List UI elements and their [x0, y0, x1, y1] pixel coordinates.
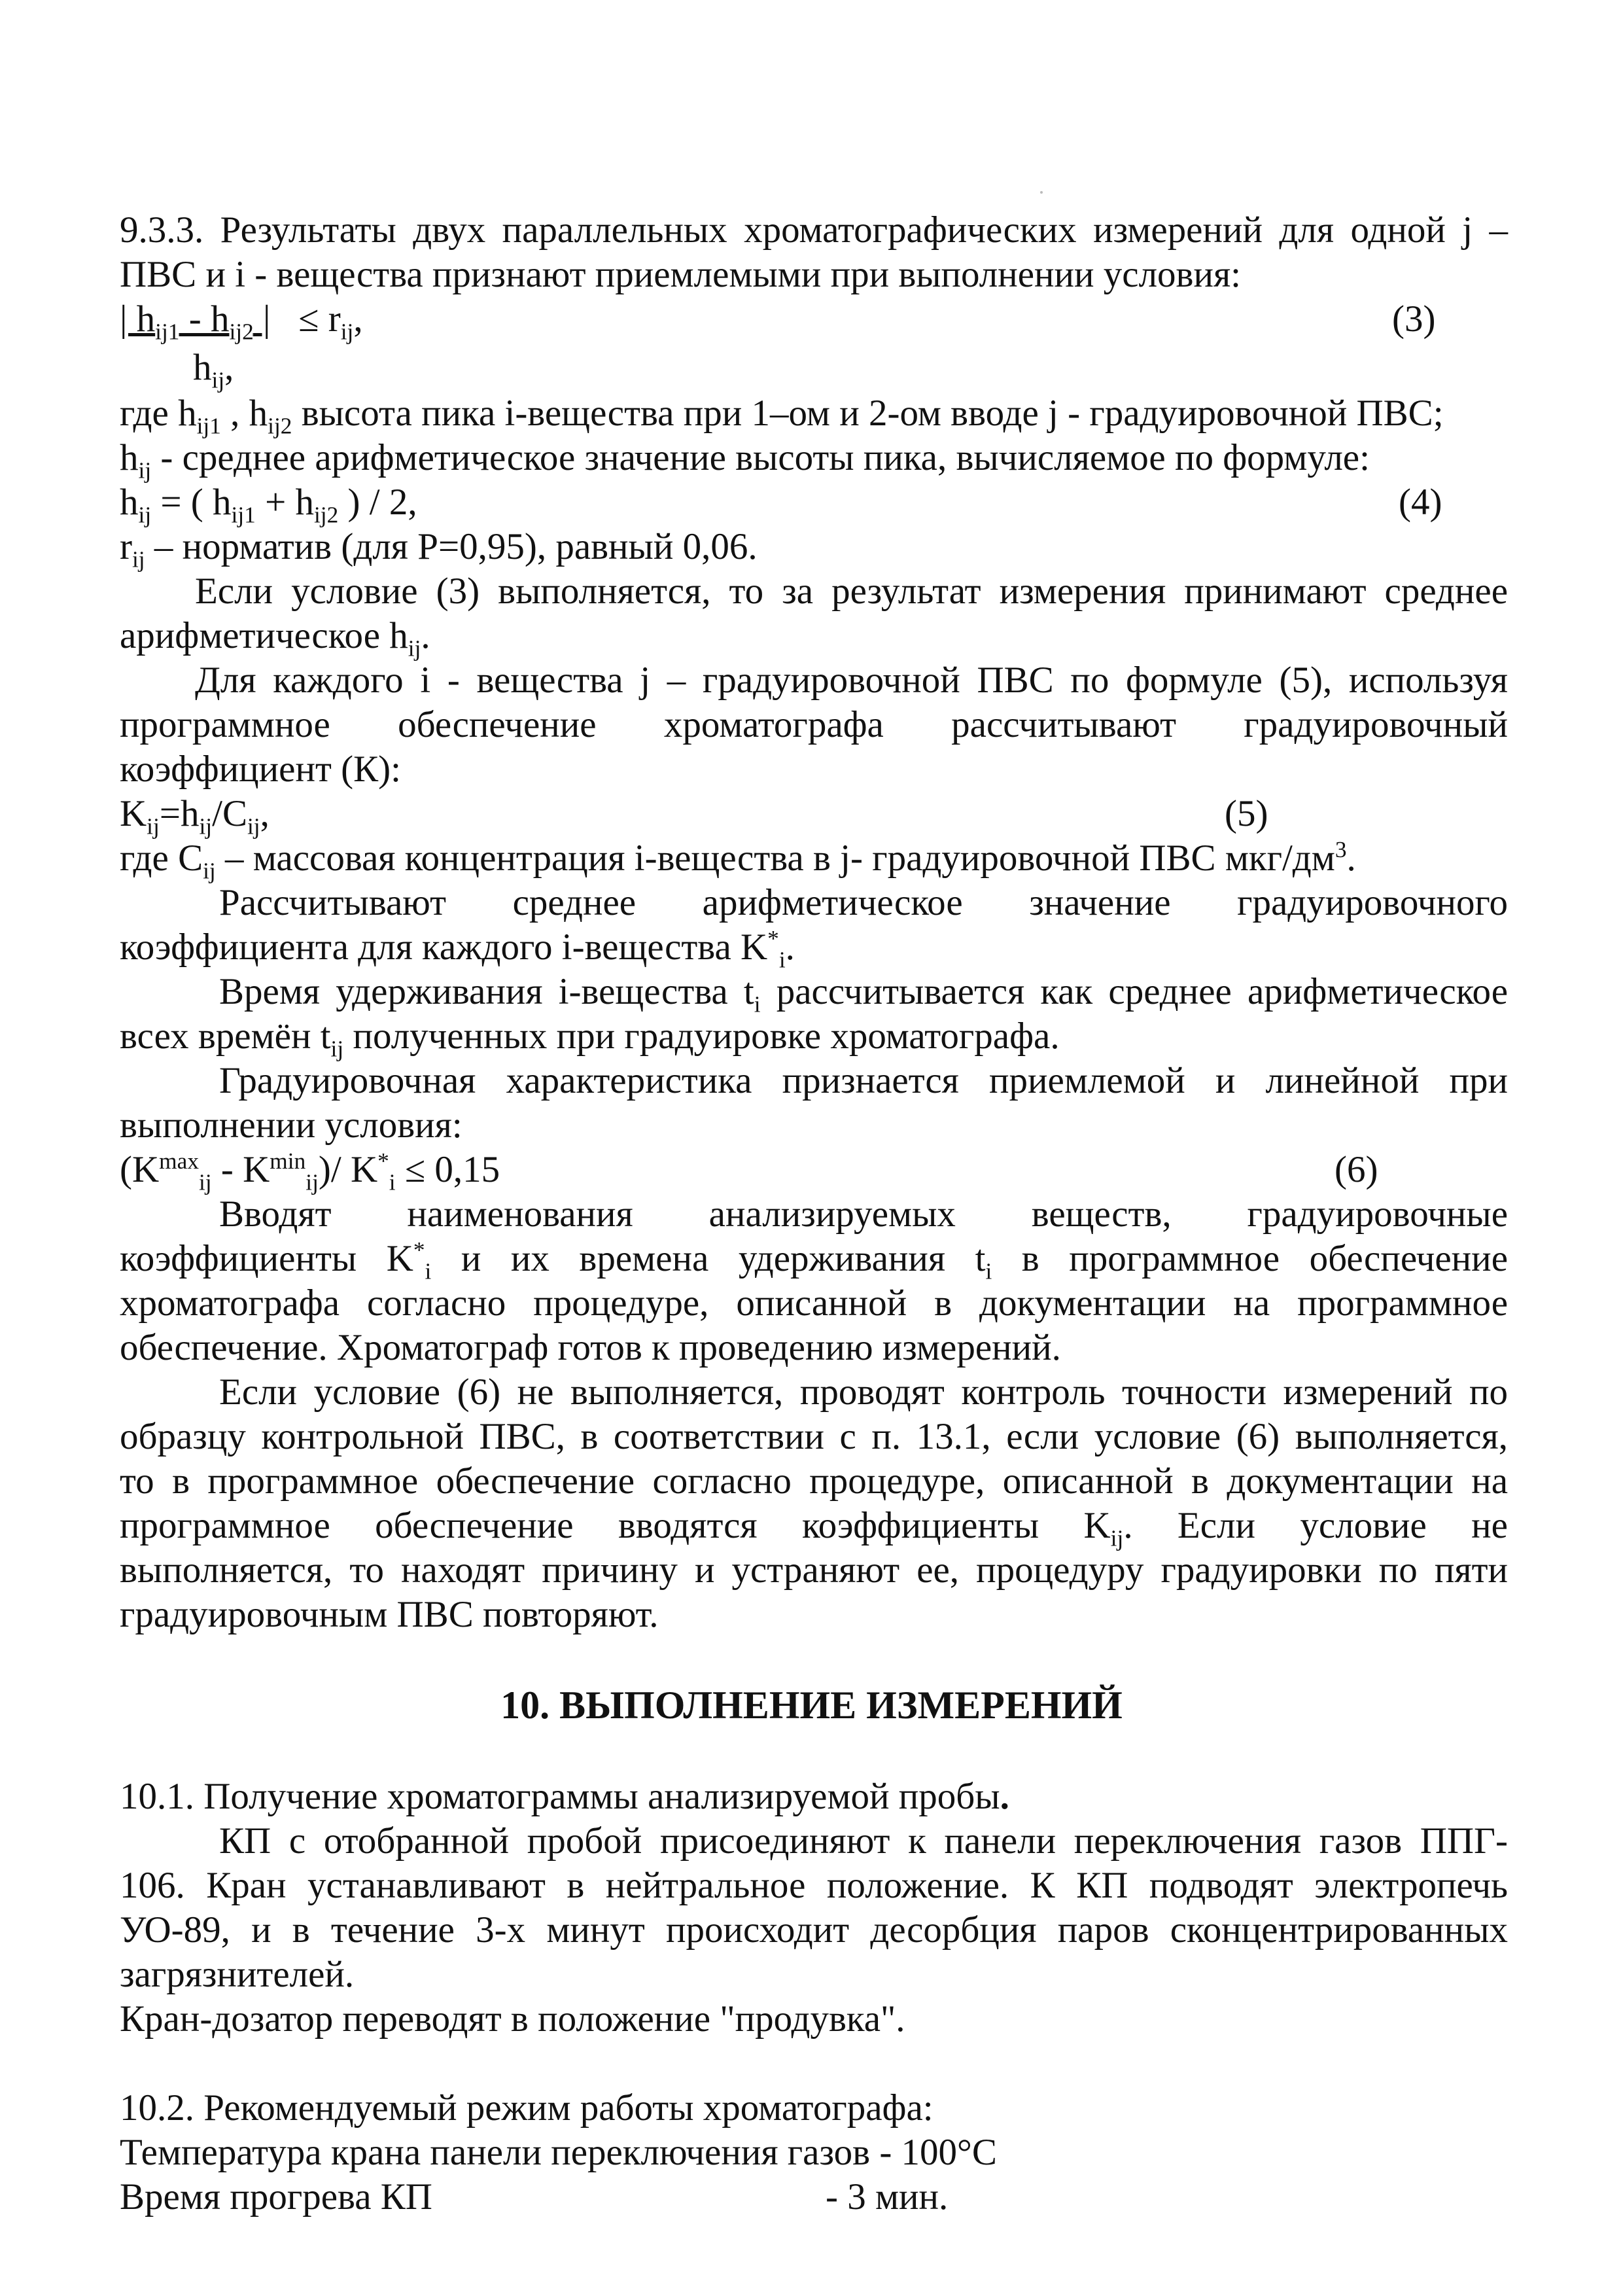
if-line-6: градуировочным ПВС повторяют.: [120, 1594, 659, 1635]
condition-line-1: Если условие (3) выполняется, то за результат измерения принимают среднее: [195, 571, 1508, 612]
condition-line-2: арифметическое $h_{ij}$.: [120, 615, 430, 662]
subsection-10-2: 10.2. Рекомендуемый режим работы хроматографа:: [120, 2087, 934, 2128]
enter-line-1: Вводят наименования анализируемых веществ, градуировочные: [219, 1193, 1508, 1235]
each-line-3: коэффициент (К):: [120, 749, 401, 790]
equation-number-3: (3): [1392, 298, 1436, 340]
enter-line-2: коэффициенты $K^*_i$ и их времена удерживания $t_i$ в программное обеспечение: [120, 1237, 1508, 1284]
where-line-1: где $h_{ij1}$ , $h_{ij2}$ высота пика i-вещества при 1–ом и 2-ом вводе j - градуировочной ПВС;: [120, 393, 1444, 439]
equation-number-6: (6): [1335, 1149, 1378, 1190]
if-line-3: то в программное обеспечение согласно процедуре, описанной в документации на: [120, 1460, 1508, 1502]
retention-line-2: всех времён $t_{ij}$ полученных при градуировке хроматографа.: [120, 1016, 1060, 1062]
kp-line-4: загрязнителей.: [120, 1954, 355, 1995]
temperature-line: Температура крана панели переключения газов - 100°С: [120, 2132, 997, 2173]
characteristic-line-1: Градуировочная характеристика признается приемлемой и линейной при: [219, 1060, 1508, 1101]
warmup-value: - 3 мин.: [826, 2176, 949, 2217]
retention-line-1: Время удерживания i-вещества $t_i$ рассчитывается как среднее арифметическое: [219, 971, 1509, 1017]
where-line-2: $h_{ij}$ - среднее арифметическое значение высоты пика, вычисляемое по формуле:: [120, 437, 1370, 484]
each-line-2: программное обеспечение хроматографа рассчитывают градуировочный: [120, 704, 1508, 745]
subsection-10-1: 10.1. Получение хроматограммы анализируемой пробы.: [120, 1776, 1009, 1817]
characteristic-line-2: выполнении условия:: [120, 1104, 462, 1146]
sec933-line1: 9.3.3. Результаты двух параллельных хроматографических измерений для одной j –: [120, 209, 1508, 251]
each-line-1: Для каждого i - вещества j – градуировочной ПВС по формуле (5), используя: [195, 660, 1508, 701]
formula-5: $K_{ij}=h_{ij}/C_{ij}$,: [120, 793, 270, 839]
section-10-heading: 10. ВЫПОЛНЕНИЕ ИЗМЕРЕНИЙ: [500, 1684, 1123, 1727]
if-line-2: образцу контрольной ПВС, в соответствии с п. 13.1, если условие (6) выполняется,: [120, 1416, 1508, 1457]
kran-line: Кран-дозатор переводят в положение "продувка".: [120, 1998, 905, 2040]
equation-number-4: (4): [1399, 482, 1442, 523]
enter-line-4: обеспечение. Хроматограф готов к проведению измерений.: [120, 1327, 1061, 1368]
scan-speck: [1040, 191, 1043, 194]
concentration-line: где $C_{ij}$ – массовая концентрация i-вещества в j- градуировочной ПВС мкг/$дм^3$.: [120, 837, 1356, 884]
kp-line-1: КП с отобранной пробой присоединяют к панели переключения газов ППГ-: [219, 1820, 1508, 1862]
average-line-2: коэффициента для каждого i-вещества $K^*_i$.: [120, 926, 795, 973]
warmup-label: Время прогрева КП: [120, 2176, 432, 2217]
formula-6: $(K^{max}_{ij} - K^{min}_{ij})/$ $K^*_i \le 0,15$: [120, 1148, 500, 1195]
norm-line: $r_{ij}$ – норматив (для Р=0,95), равный 0,06.: [120, 526, 758, 573]
if-line-5: выполняется, то находят причину и устраняют ее, процедуру градуировки по пяти: [120, 1549, 1508, 1591]
if-line-4: программное обеспечение вводятся коэффициенты $K_{ij}$. Если условие не: [120, 1505, 1508, 1551]
equation-number-5: (5): [1225, 793, 1268, 834]
enter-line-3: хроматографа согласно процедуре, описанной в документации на программное: [120, 1282, 1508, 1324]
if-line-1: Если условие (6) не выполняется, проводят контроль точности измерений по: [219, 1371, 1508, 1413]
formula-3-numerator: | $h_{ij1} - h_{ij2}$ | ≤ $r_{ij}$,: [120, 298, 363, 345]
kp-line-2: 106. Кран устанавливают в нейтральное положение. К КП подводят электропечь: [120, 1865, 1508, 1906]
average-line-1: Рассчитывают среднее арифметическое значение градуировочного: [219, 882, 1508, 923]
formula-4: $h_{ij}$ = ( $h_{ij1} + h_{ij2}$ ) / 2,: [120, 482, 417, 528]
formula-3-denominator: $h_{ij}$,: [193, 347, 234, 393]
sec933-line2: ПВС и i - вещества признают приемлемыми при выполнении условия:: [120, 254, 1242, 295]
kp-line-3: УО-89, и в течение 3-х минут происходит десорбция паров сконцентрированных: [120, 1909, 1508, 1951]
